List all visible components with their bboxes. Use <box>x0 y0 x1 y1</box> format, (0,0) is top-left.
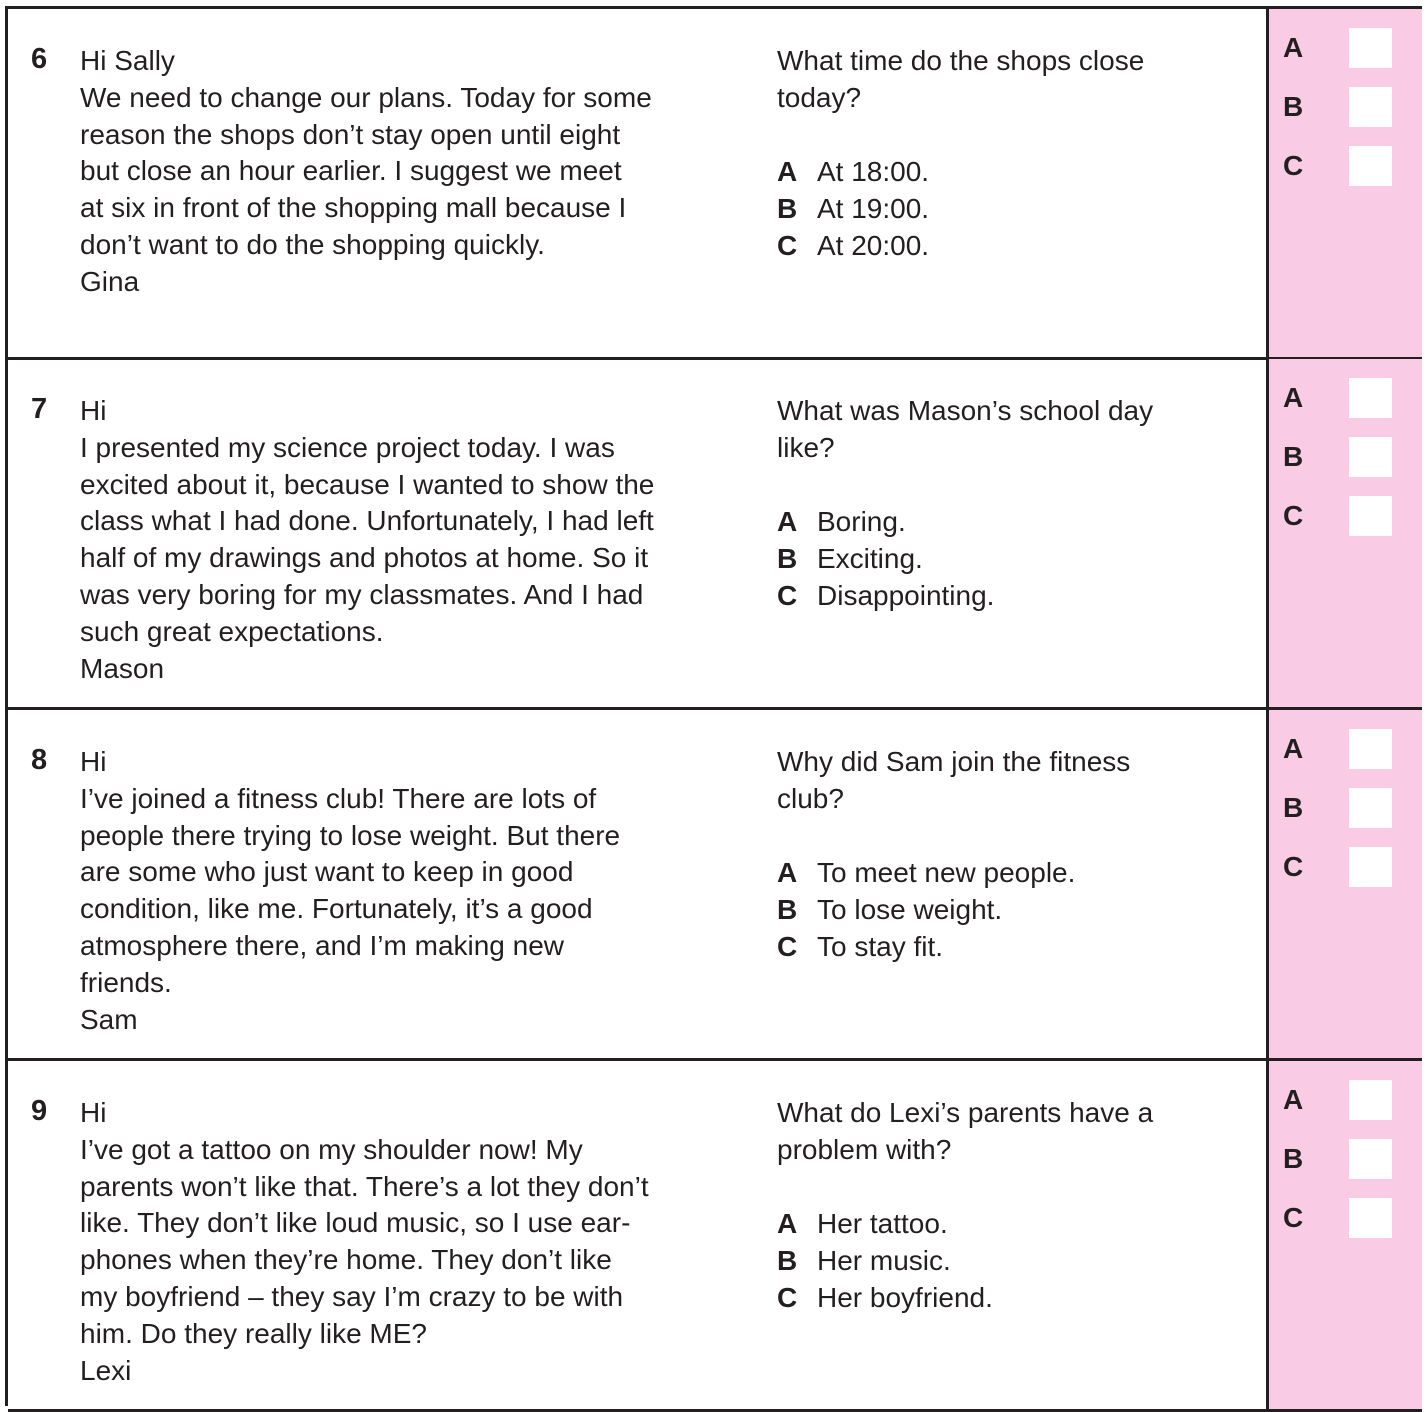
option-letter: C <box>777 229 798 261</box>
message-text <box>80 43 652 301</box>
message-line: him. Do they really like ME? <box>80 1317 428 1349</box>
message-line: such great expectations. <box>80 615 384 647</box>
option-letter: B <box>777 893 798 925</box>
answer-letter: A <box>1283 382 1304 413</box>
answer-letter: B <box>1283 792 1304 823</box>
message-line: reason the shops don’t stay open until eight <box>80 118 621 150</box>
message-line: Hi <box>80 746 107 777</box>
message-text <box>80 1095 649 1389</box>
option-c <box>777 228 929 265</box>
answer-checkbox[interactable] <box>1349 28 1392 68</box>
answer-option-b[interactable] <box>1283 788 1413 831</box>
message-line: are some who just want to keep in good <box>80 856 574 888</box>
answer-checkbox[interactable] <box>1349 1080 1392 1120</box>
message-line: Gina <box>80 265 140 297</box>
question-text <box>777 1095 1153 1169</box>
option-letter: B <box>777 542 798 574</box>
answer-checkbox[interactable] <box>1349 729 1392 769</box>
question-line: club? <box>777 782 844 814</box>
option-b <box>777 892 1075 929</box>
option-text: Disappointing. <box>817 579 995 611</box>
question-line: What do Lexi’s parents have a <box>777 1097 1154 1128</box>
option-b <box>777 541 994 578</box>
message-line: Mason <box>80 652 165 684</box>
answer-checkbox[interactable] <box>1349 146 1392 186</box>
answer-checkbox[interactable] <box>1349 87 1392 127</box>
message-line: at six in front of the shopping mall because I <box>80 192 627 224</box>
answer-option-c[interactable] <box>1283 847 1413 890</box>
message-line: Hi <box>80 395 107 426</box>
question-row-9 <box>8 1061 1422 1412</box>
message-line: Lexi <box>80 1354 132 1386</box>
option-text: Her music. <box>817 1244 951 1276</box>
question-text <box>777 744 1130 818</box>
options-list <box>777 855 1075 965</box>
answer-column <box>1266 1061 1422 1409</box>
option-letter: B <box>777 1244 798 1276</box>
question-line: What was Mason’s school day <box>777 395 1154 426</box>
answer-letter: C <box>1283 851 1304 882</box>
answer-option-a[interactable] <box>1283 378 1413 421</box>
answer-option-c[interactable] <box>1283 496 1413 539</box>
option-text: To stay fit. <box>817 930 944 962</box>
option-c <box>777 929 1075 966</box>
option-text: Boring. <box>817 506 906 537</box>
option-letter: A <box>777 156 798 187</box>
option-a <box>777 855 1075 892</box>
question-text <box>777 43 1144 117</box>
answer-checkbox[interactable] <box>1349 1139 1392 1179</box>
answer-letter: A <box>1283 1084 1304 1115</box>
option-text: At 18:00. <box>817 156 930 187</box>
answer-option-a[interactable] <box>1283 1080 1413 1123</box>
option-text: To meet new people. <box>817 857 1076 888</box>
answer-letter: B <box>1283 1143 1304 1174</box>
question-line: like? <box>777 431 835 463</box>
option-a <box>777 154 929 191</box>
message-line: Sam <box>80 1003 138 1035</box>
message-line: my boyfriend – they say I’m crazy to be with <box>80 1280 624 1312</box>
option-b <box>777 191 929 228</box>
message-line: atmosphere there, and I’m making new <box>80 929 565 961</box>
option-letter: C <box>777 1281 798 1313</box>
answer-option-c[interactable] <box>1283 146 1413 189</box>
answer-letter: C <box>1283 150 1304 181</box>
answer-checkbox[interactable] <box>1349 847 1392 887</box>
message-line: I presented my science project today. I was <box>80 431 615 463</box>
answer-checkbox[interactable] <box>1349 496 1392 536</box>
message-line: but close an hour earlier. I suggest we meet <box>80 155 622 187</box>
message-line: phones when they’re home. They don’t like <box>80 1244 612 1276</box>
question-line: What time do the shops close <box>777 45 1145 76</box>
message-line: excited about it, because I wanted to show the <box>80 468 655 500</box>
message-line: Hi <box>80 1097 107 1128</box>
message-line: I’ve joined a fitness club! There are lots of <box>80 782 597 814</box>
options-list <box>777 154 929 264</box>
option-c <box>777 578 994 615</box>
question-line: today? <box>777 81 862 113</box>
option-letter: A <box>777 857 798 888</box>
message-text <box>80 744 620 1038</box>
message-line: Hi Sally <box>80 45 175 76</box>
option-letter: C <box>777 930 798 962</box>
answer-checkbox[interactable] <box>1349 788 1392 828</box>
answer-option-c[interactable] <box>1283 1198 1413 1241</box>
question-row-7 <box>8 359 1422 710</box>
option-a <box>777 504 994 541</box>
answer-letter: B <box>1283 441 1304 472</box>
question-line: Why did Sam join the fitness <box>777 746 1131 777</box>
option-text: Exciting. <box>817 542 923 574</box>
answer-letter: C <box>1283 500 1304 531</box>
option-letter: C <box>777 579 798 611</box>
answer-option-b[interactable] <box>1283 87 1413 130</box>
question-row-8 <box>8 710 1422 1061</box>
message-line: like. They don’t like loud music, so I use ear- <box>80 1207 631 1239</box>
option-text: At 19:00. <box>817 192 930 224</box>
option-letter: A <box>777 1208 798 1239</box>
answer-checkbox[interactable] <box>1349 437 1392 477</box>
message-line: half of my drawings and photos at home. So it <box>80 542 649 574</box>
message-line: don’t want to do the shopping quickly. <box>80 228 545 260</box>
question-number: 9 <box>31 1095 48 1127</box>
answer-option-b[interactable] <box>1283 1139 1413 1182</box>
answer-column <box>1266 359 1422 707</box>
message-line: friends. <box>80 966 172 998</box>
option-b <box>777 1243 993 1280</box>
exam-sheet <box>5 6 1422 1406</box>
option-text: At 20:00. <box>817 229 930 261</box>
answer-letter: A <box>1283 32 1304 63</box>
question-number: 6 <box>31 43 48 75</box>
question-number: 7 <box>31 393 48 425</box>
answer-letter: C <box>1283 1202 1304 1233</box>
options-list <box>777 1206 993 1316</box>
option-a <box>777 1206 993 1243</box>
answer-checkbox[interactable] <box>1349 378 1392 418</box>
option-text: To lose weight. <box>817 893 1003 925</box>
answer-checkbox[interactable] <box>1349 1198 1392 1238</box>
option-letter: A <box>777 506 798 537</box>
option-c <box>777 1280 993 1317</box>
question-number: 8 <box>31 744 48 776</box>
answer-option-b[interactable] <box>1283 437 1413 480</box>
message-text <box>80 393 654 687</box>
message-line: We need to change our plans. Today for some <box>80 81 652 113</box>
option-text: Her boyfriend. <box>817 1281 993 1313</box>
message-line: was very boring for my classmates. And I had <box>80 578 644 610</box>
message-line: parents won’t like that. There’s a lot they don’t <box>80 1170 649 1202</box>
answer-option-a[interactable] <box>1283 28 1413 71</box>
message-line: people there trying to lose weight. But there <box>80 819 621 851</box>
question-line: problem with? <box>777 1133 952 1165</box>
question-row-6 <box>8 9 1422 360</box>
options-list <box>777 504 994 614</box>
question-text <box>777 393 1153 467</box>
option-letter: B <box>777 192 798 224</box>
answer-letter: B <box>1283 91 1304 122</box>
option-text: Her tattoo. <box>817 1208 948 1239</box>
answer-column <box>1266 710 1422 1058</box>
answer-column <box>1266 9 1422 357</box>
message-line: condition, like me. Fortunately, it’s a good <box>80 893 593 925</box>
answer-option-a[interactable] <box>1283 729 1413 772</box>
message-line: class what I had done. Unfortunately, I had left <box>80 505 654 537</box>
answer-letter: A <box>1283 733 1304 764</box>
message-line: I’ve got a tattoo on my shoulder now! My <box>80 1133 583 1165</box>
